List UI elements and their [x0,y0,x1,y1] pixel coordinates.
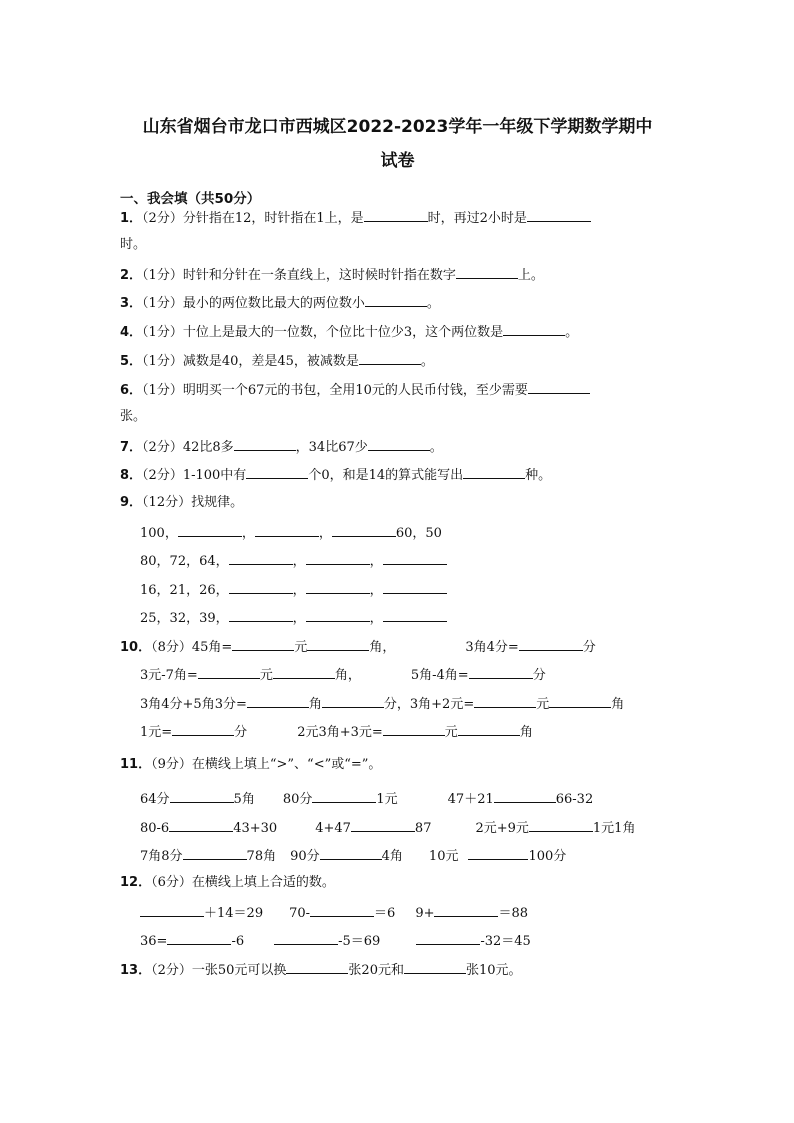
answer-blank[interactable] [365,293,427,307]
compare-text: 100分 [528,849,567,864]
question-text: 角， [334,668,361,683]
answer-blank[interactable] [549,694,611,708]
question-text: 时，再过2小时是 [427,211,527,226]
question-12 [120,874,335,892]
fill-text: -5＝69 [338,934,381,949]
answer-blank[interactable] [183,846,247,860]
question-10-row-4 [140,722,533,742]
question-score: （6分） [151,875,192,890]
question-text: 张。 [120,409,147,424]
question-text: 分 [582,640,596,655]
question-13 [120,960,522,980]
answer-blank[interactable] [229,608,293,622]
compare-text: 2元+9元 [475,821,529,836]
pattern-text: 80，72，64， [140,554,229,569]
question-score: （8分） [151,640,192,655]
answer-blank[interactable] [255,523,319,537]
question-number: 7． [120,440,143,455]
question-6-cont [120,408,146,426]
answer-blank[interactable] [359,351,421,365]
compare-row-3 [140,846,566,866]
pattern-text: ， [369,554,383,569]
answer-blank[interactable] [527,208,591,222]
compare-text: 66-32 [555,792,594,807]
answer-blank[interactable] [434,903,498,917]
question-text: 角， [369,640,396,655]
pattern-text: ， [292,583,306,598]
question-text: 元 [536,697,550,712]
question-number: 4． [120,325,143,340]
question-number: 9． [120,495,143,510]
answer-blank[interactable] [140,903,204,917]
question-score: （2分） [151,963,192,978]
question-9 [120,494,243,512]
answer-blank[interactable] [528,380,590,394]
answer-blank[interactable] [246,465,308,479]
question-number: 11． [120,757,152,772]
compare-text: 47＋21 [447,792,494,807]
answer-blank[interactable] [463,465,525,479]
answer-blank[interactable] [529,818,593,832]
pattern-text: ， [318,526,332,541]
pattern-row-3 [140,580,447,600]
pattern-row-4 [140,608,447,628]
question-text: 角 [519,725,533,740]
compare-row-2 [140,818,635,838]
answer-blank[interactable] [404,960,466,974]
compare-text: 90分 [290,849,320,864]
answer-blank[interactable] [494,789,556,803]
answer-blank[interactable] [234,437,296,451]
answer-blank[interactable] [306,608,370,622]
question-4 [120,322,578,342]
compare-row-1 [140,789,593,809]
fill-text: -32＝45 [480,934,531,949]
question-text: 在横线上填上“>”、“<”或“=”。 [191,757,382,772]
fill-text: 9+ [415,906,435,921]
answer-blank[interactable] [469,665,533,679]
compare-text: 1元1角 [592,821,636,836]
answer-blank[interactable] [383,580,447,594]
compare-text: 80分 [282,792,313,807]
question-text: 分针指在12，时针指在1上，是 [182,211,364,226]
question-6 [120,380,590,400]
answer-blank[interactable] [169,818,233,832]
question-text: 上。 [517,268,544,283]
question-text: 1元= [140,725,173,740]
answer-blank[interactable] [286,960,348,974]
compare-text: 1元 [376,792,398,807]
question-text: 45角= [191,640,233,655]
pattern-text: 100， [140,526,178,541]
question-text: 42比8多 [182,440,234,455]
question-text: 最小的两位数比最大的两位数小 [182,296,365,311]
question-text: 时。 [120,237,147,252]
answer-blank[interactable] [306,580,370,594]
answer-blank[interactable] [172,722,234,736]
question-number: 1． [120,211,143,226]
answer-blank[interactable] [468,846,528,860]
question-7 [120,437,443,457]
question-score: （2分） [142,440,183,455]
question-text: 1-100中有 [182,468,247,483]
question-score: （1分） [142,383,183,398]
question-text: 减数是40，差是45，被减数是 [182,354,359,369]
pattern-text: ， [292,554,306,569]
answer-blank[interactable] [383,608,447,622]
question-text: 种。 [525,468,552,483]
answer-blank[interactable] [503,322,565,336]
question-number: 12． [120,875,152,890]
question-11 [120,756,381,774]
pattern-text: 60，50 [395,526,442,541]
answer-blank[interactable] [170,789,234,803]
question-number: 6． [120,383,143,398]
answer-blank[interactable] [232,637,294,651]
pattern-text: ， [292,611,306,626]
answer-blank[interactable] [458,722,520,736]
question-text: 。 [426,296,440,311]
answer-blank[interactable] [229,580,293,594]
answer-blank[interactable] [274,931,338,945]
answer-blank[interactable] [383,722,445,736]
answer-blank[interactable] [247,694,309,708]
compare-text: 4+47 [315,821,351,836]
compare-text: 10元 [428,849,459,864]
question-10-row-1 [120,637,596,657]
compare-text: 64分 [140,792,170,807]
question-text: 张20元和 [348,963,404,978]
fill-row-2 [140,931,531,951]
question-text: 。 [565,325,579,340]
compare-text: 87 [414,821,432,836]
section-heading-fill-in: 一、我会填（共50分） [120,191,261,207]
question-number: 3． [120,296,143,311]
answer-blank[interactable] [364,208,428,222]
question-text: 找规律。 [191,495,244,510]
question-text: 。 [420,354,434,369]
question-text: 时针和分针在一条直线上，这时候时针指在数字 [182,268,456,283]
answer-blank[interactable] [332,523,396,537]
question-text: 3元-7角= [140,668,198,683]
pattern-text: ， [369,611,383,626]
question-text: 元 [444,725,458,740]
question-text: 分，3角+2元= [383,697,475,712]
answer-blank[interactable] [306,551,370,565]
question-number: 8． [120,468,143,483]
answer-blank[interactable] [312,789,376,803]
answer-blank[interactable] [368,437,430,451]
question-text: 3角4分= [465,640,519,655]
exam-title-line1: 山东省烟台市龙口市西城区2022-2023学年一年级下学期数学期中 [142,117,653,137]
question-score: （1分） [142,296,183,311]
fill-text: 70- [289,906,311,921]
fill-text: ＝6 [374,906,396,921]
answer-blank[interactable] [456,265,518,279]
question-text: 。 [429,440,443,455]
question-number: 2． [120,268,143,283]
question-score: （12分） [142,495,192,510]
answer-blank[interactable] [307,637,369,651]
pattern-text: ， [241,526,255,541]
question-text: 3角4分+5角3分= [140,697,247,712]
compare-text: 80-6 [140,821,170,836]
compare-text: 5角 [233,792,255,807]
question-text: 一张50元可以换 [191,963,287,978]
question-text: 角 [611,697,625,712]
question-score: （1分） [142,325,183,340]
question-text: 2元3角+3元= [297,725,383,740]
answer-blank[interactable] [167,931,231,945]
question-score: （1分） [142,354,183,369]
pattern-row-1 [140,523,442,543]
compare-text: 4角 [381,849,403,864]
question-score: （2分） [142,211,183,226]
question-8 [120,465,551,485]
question-number: 13． [120,963,152,978]
question-text: ，34比67少 [295,440,368,455]
question-1-cont [120,236,146,254]
question-text: 元 [259,668,273,683]
answer-blank[interactable] [320,846,382,860]
fill-text: ＋14＝29 [204,906,264,921]
fill-text: 36= [140,934,168,949]
compare-text: 43+30 [233,821,278,836]
pattern-text: 25，32，39， [140,611,229,626]
exam-title-line2: 试卷 [380,151,415,171]
question-score: （9分） [151,757,192,772]
question-number: 10． [120,640,152,655]
question-text: 分 [234,725,248,740]
question-2 [120,265,544,285]
answer-blank[interactable] [383,551,447,565]
question-10-row-2 [140,665,546,685]
question-10-row-3 [140,694,624,714]
fill-text: -6 [231,934,245,949]
question-text: 5角-4角= [410,668,469,683]
compare-text: 7角8分 [140,849,183,864]
question-text: 张10元。 [465,963,522,978]
question-text: 角 [308,697,322,712]
question-text: 在横线上填上合适的数。 [191,875,335,890]
answer-blank[interactable] [273,665,335,679]
question-score: （1分） [142,268,183,283]
answer-blank[interactable] [519,637,583,651]
question-score: （2分） [142,468,183,483]
question-3 [120,293,440,313]
question-text: 分 [532,668,546,683]
answer-blank[interactable] [416,931,480,945]
answer-blank[interactable] [198,665,260,679]
answer-blank[interactable] [322,694,384,708]
pattern-text: ， [369,583,383,598]
answer-blank[interactable] [310,903,374,917]
question-text: 元 [294,640,308,655]
answer-blank[interactable] [351,818,415,832]
fill-row-1 [140,903,528,923]
question-number: 5． [120,354,143,369]
answer-blank[interactable] [474,694,536,708]
answer-blank[interactable] [178,523,242,537]
fill-text: ＝88 [498,906,529,921]
pattern-text: 16，21，26， [140,583,229,598]
pattern-row-2 [140,551,447,571]
question-text: 十位上是最大的一位数，个位比十位少3，这个两位数是 [182,325,504,340]
question-5 [120,351,434,371]
question-text: 明明买一个67元的书包，全用10元的人民币付钱，至少需要 [182,383,528,398]
answer-blank[interactable] [229,551,293,565]
question-1 [120,208,591,228]
compare-text: 78角 [246,849,277,864]
question-text: 个0，和是14的算式能写出 [308,468,464,483]
